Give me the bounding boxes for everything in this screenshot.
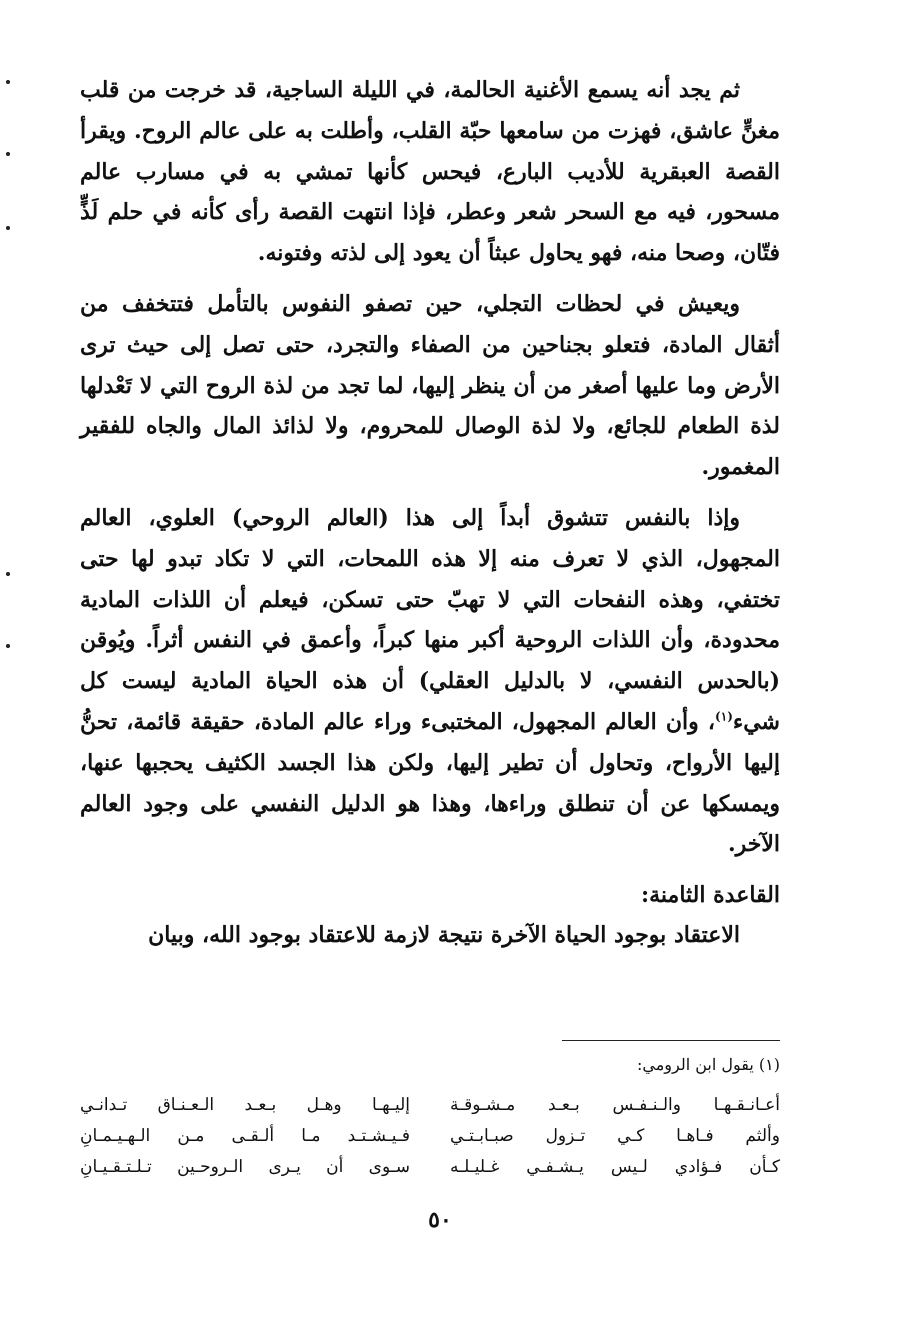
poem-verse <box>80 1152 780 1183</box>
verse-second-hemistich: إليـهـا وهـل بـعـد الـعـنـاق تـدانـي <box>80 1095 410 1115</box>
paragraph-2: ويعيش في لحظات التجلي، حين تصفو النفوس بالتأمل فتتخفف من أثقال المادة، فتعلو بجناحين من الصفاء والتجرد، حتى تصل إلى حيث ترى الأرض وما عليها أصغر من أن ينظر إليها، لما تجد من لذة الروح التي لا تَعْدلها لذة الطعام للجائع، ولا لذة الوصال للمحروم، ولا لذائذ المال والجاه للفقير المغمور. <box>80 290 780 481</box>
paragraph-4: الاعتقاد بوجود الحياة الآخرة نتيجة لازمة للاعتقاد بوجود الله، وبيان <box>148 922 740 949</box>
scan-mark <box>6 572 10 576</box>
page-body <box>80 70 780 956</box>
paragraph-1: ثم يجد أنه يسمع الأغنية الحالمة، في الليلة الساجية، قد خرجت من قلب مغنٍّ عاشق، فهزت من سامعها حبّة القلب، وأطلت به على عالم الروح. ويقرأ القصة العبقرية للأديب البارع، فيحس كأنها تمشي به في مسارب عالم مسحور، فيه مع السحر شعر وعطر، فإذا انتهت القصة رأى كأنه في حلم لَذٍّ فتّان، وصحا منه، فهو يحاول عبثاً أن يعود إلى لذته وفتونه. <box>80 77 780 267</box>
verse-second-hemistich: سـوى أن يـرى الـروحـين تـلـتـقـيـانِ <box>80 1157 410 1177</box>
footnote-divider <box>562 1040 780 1041</box>
poem-verse <box>80 1090 780 1121</box>
footnote-intro: (١) يقول ابن الرومي: <box>636 1055 780 1074</box>
paragraph-3 <box>80 498 780 865</box>
scan-mark <box>6 644 10 648</box>
paragraph-3-part-2: ، وأن العالم المجهول، المختبىء وراء عالم المادة، حقيقة قائمة، تحنُّ إليها الأرواح، وتحاول أن تطير إليها، ولكن هذا الجسد الكثيف يحجبها عنها، ويمسكها عن أن تنطلق وراءها، وهذا هو الدليل النفسي على وجود العالم الآخر. <box>80 708 780 858</box>
verse-second-hemistich: فـيـشـتـد مـا ألـقـى مـن الـهـيـمـانِ <box>80 1126 410 1146</box>
paragraph-3-part-1: وإذا بالنفس تتشوق أبداً إلى هذا (العالم الروحي) العلوي، العالم المجهول، الذي لا تعرف منه إلا هذه اللمحات، التي لا تكاد تبدو لها حتى تختفي، وهذه النفحات التي لا تهبّ حتى تسكن، فيعلم أن اللذات المادية محدودة، وأن اللذات الروحية أكبر منها كبراً، وأعمق في النفس أثراً. ويُوقن (بالحدس النفسي، لا بالدليل العقلي) أن هذه الحياة المادية ليست كل شيء <box>80 504 780 735</box>
footnote-poem <box>80 1090 780 1183</box>
scan-mark <box>6 80 10 84</box>
scan-mark <box>6 152 10 156</box>
footnote-reference[interactable]: (١) <box>715 709 733 724</box>
page-number: ٥٠ <box>428 1207 452 1233</box>
poem-verse <box>80 1121 780 1152</box>
verse-first-hemistich: كـأن فـؤادي لـيس يـشـفـي غـليـلـه <box>450 1157 780 1177</box>
verse-first-hemistich: وألثم فـاهـا كـي تـزول صبـابـتـي <box>450 1126 780 1146</box>
verse-first-hemistich: أعـانـقـهـا والـنـفـس بـعـد مـشـوقـة <box>450 1095 780 1115</box>
scan-mark <box>6 226 10 230</box>
section-heading: القاعدة الثامنة: <box>640 882 780 909</box>
